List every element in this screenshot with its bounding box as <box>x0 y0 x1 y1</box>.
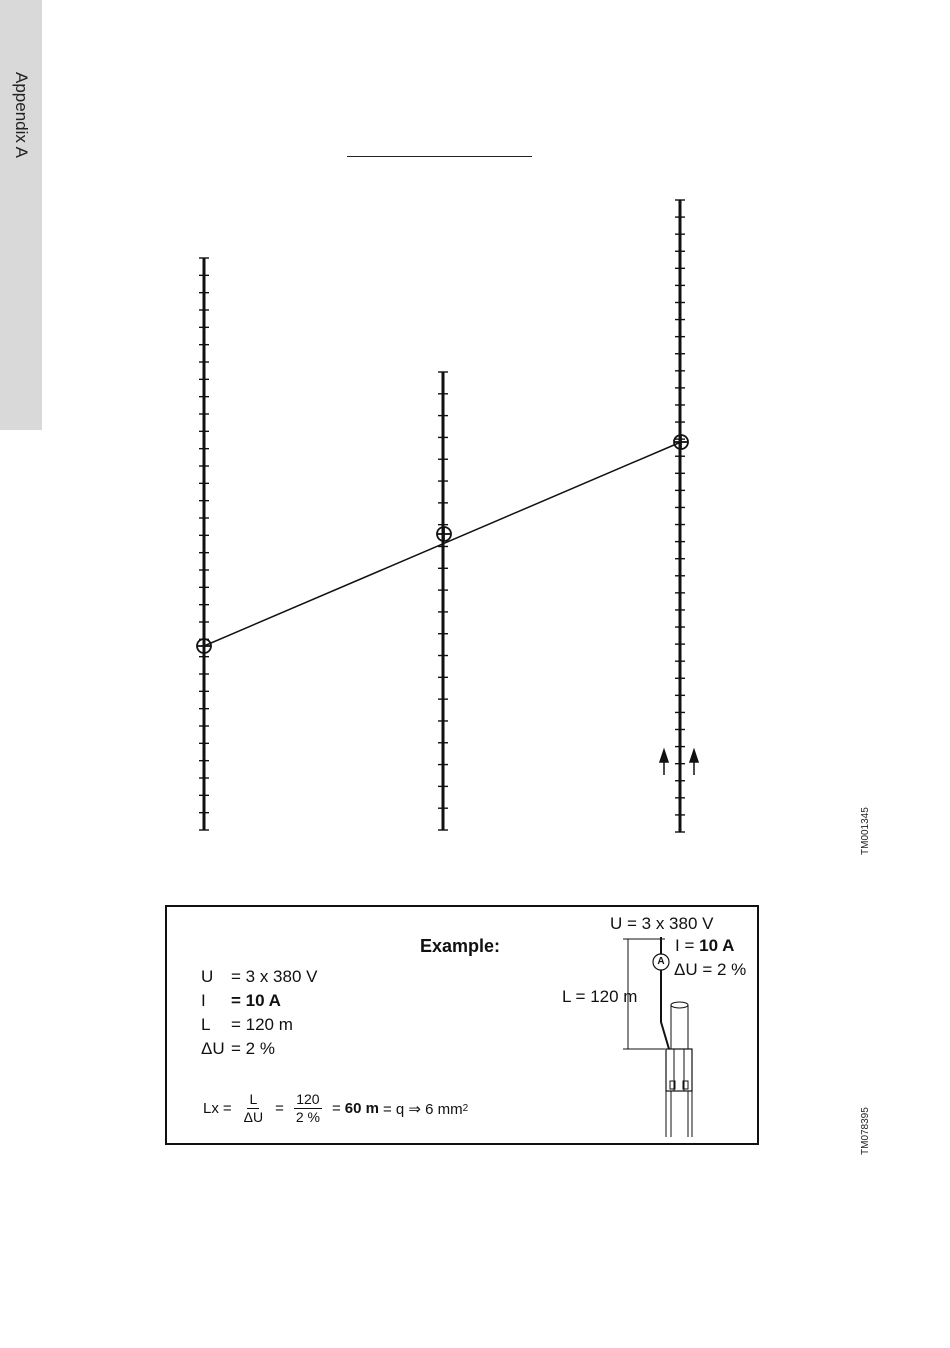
side-tab-label: Appendix A <box>12 71 31 159</box>
pump-illustration <box>167 907 761 1147</box>
left-scale <box>199 258 209 830</box>
marker-middle <box>437 527 451 541</box>
formula-superscript: 2 <box>462 1103 469 1114</box>
pump-length: L = 120 m <box>562 987 638 1006</box>
given-row-drop: ΔU = 2 % <box>201 1039 275 1058</box>
pump-voltage: U = 3 x 380 V <box>610 914 714 933</box>
pump-drop: ΔU = 2 % <box>674 960 747 979</box>
formula: Lx = $\frac{L}{\Delta U}$ = $\frac{120}{2 \%}$ = 60 m = q ⇒ 6 mm 2 <box>203 1091 469 1125</box>
right-scale <box>675 200 685 832</box>
given-row-length: L = 120 m <box>201 1015 293 1034</box>
fraction-numeric: $\frac{120}{2 \%}$ <box>295 1091 320 1125</box>
middle-scale <box>438 372 448 830</box>
formula-tail: = q ⇒ 6 mm <box>382 1100 463 1118</box>
formula-result: 60 m <box>344 1100 379 1117</box>
figure-code-example: TM078395 <box>860 1107 871 1155</box>
example-box <box>165 905 759 1145</box>
pump-current: I = 10 A <box>675 936 735 955</box>
fraction-symbolic: $\frac{L}{\Delta U}$ <box>243 1091 264 1125</box>
figure-code-nomogram: TM001345 <box>860 807 871 855</box>
arrow-up-right <box>690 750 698 775</box>
formula-lhs: Lx <box>203 1100 219 1117</box>
given-row-current: I = 10 A <box>201 991 281 1010</box>
ammeter-label: A <box>657 956 665 967</box>
marker-right <box>674 435 688 449</box>
given-row-voltage: U = 3 x 380 V <box>201 967 318 986</box>
marker-left <box>197 639 211 653</box>
example-title: Example: <box>420 936 501 956</box>
arrow-up-left <box>660 750 668 775</box>
